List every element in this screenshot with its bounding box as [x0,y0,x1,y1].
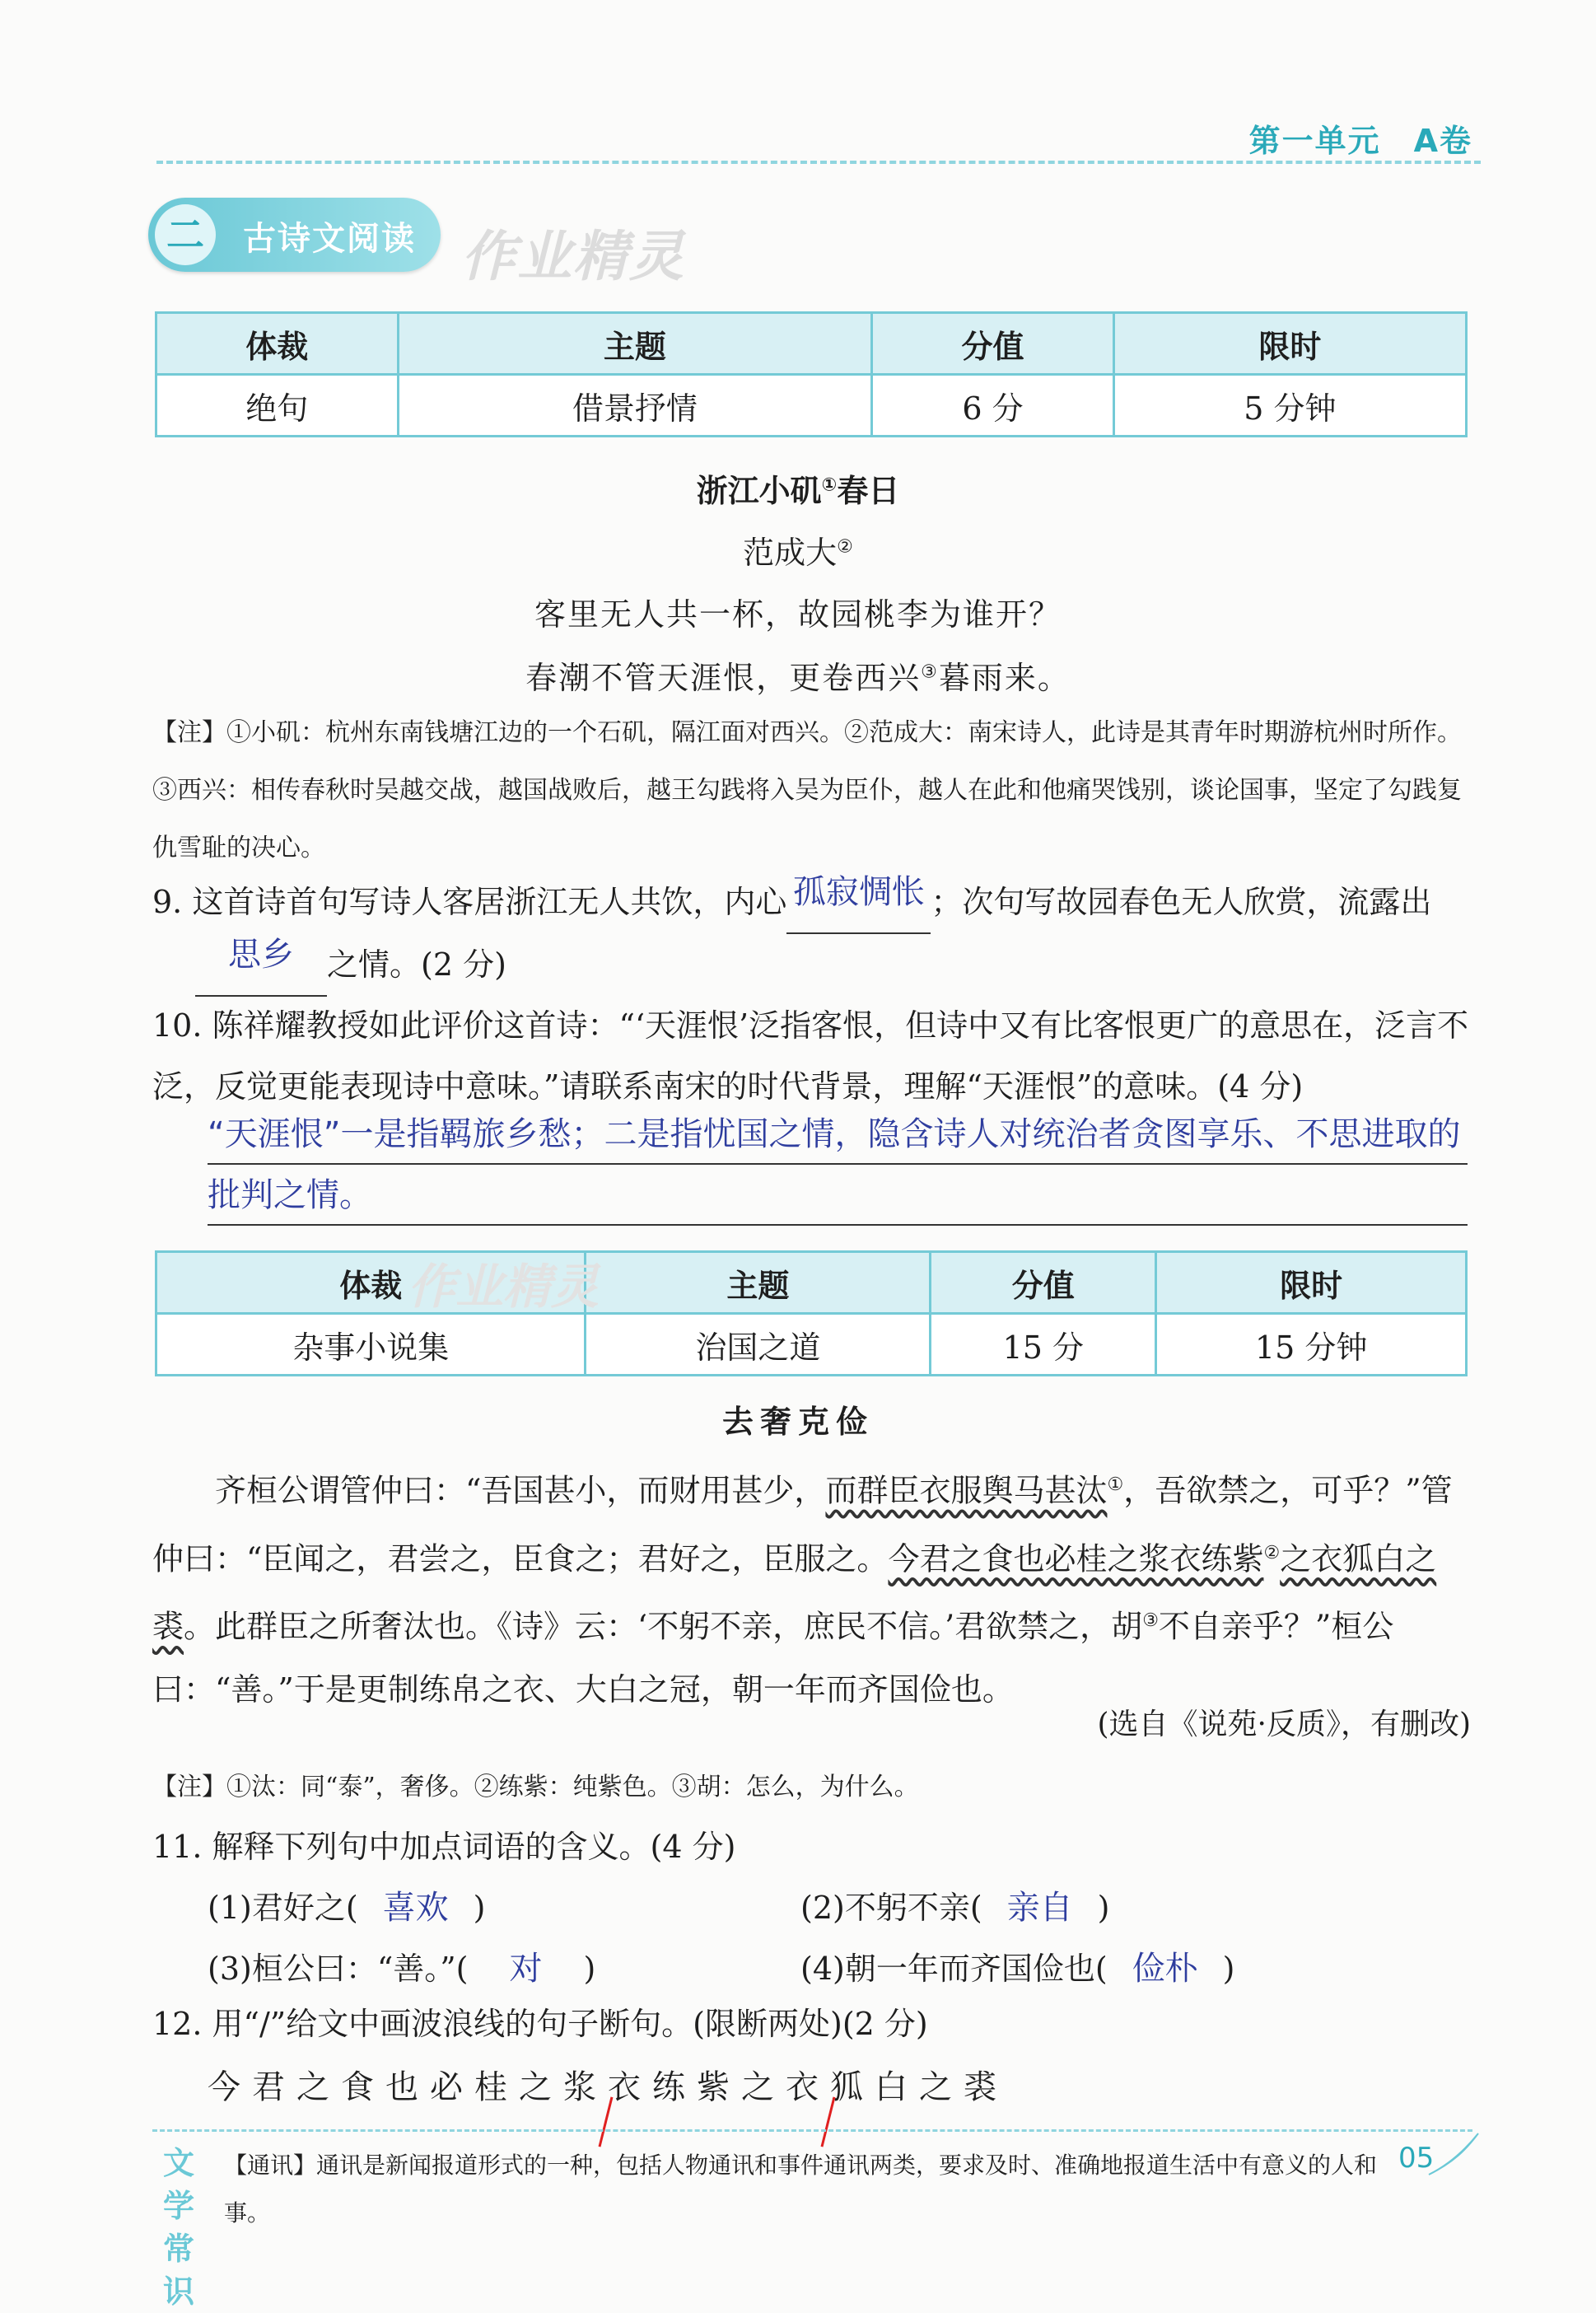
feather-icon [1425,2129,1482,2179]
poem-line: 春潮不管天涯恨，更卷西兴③暮雨来。 [525,660,1071,696]
table-cell: 6 分 [872,375,1114,437]
page-number: 05 [1398,2142,1435,2175]
table-cell: 杂事小说集 [156,1314,586,1376]
table-cell: 15 分 [931,1314,1156,1376]
unit-header-title: 第一单元 A卷 [1248,123,1472,159]
watermark: 作业精灵 [408,1259,600,1315]
section-title: 古诗文阅读 [243,220,416,258]
essay-text: 齐桓公谓管仲曰：“吾国甚小，而财用甚少，而群臣衣服舆马甚汰①，吾欲禁之，可乎？”管仲曰：“臣闻之，君尝之，臣食之；君好之，臣服之。今君之食也必桂之浆衣练紫②之衣狐白之裘。此群臣之所奢汰也。《诗》云：‘不躬不亲，庶民不信。’君欲禁之，胡③不自亲乎？”桓公曰：“善。”于是更制练帛之衣、大白之冠，朝一年而齐国俭也。 [152,1472,1453,1708]
table-header: 分值 [931,1252,1156,1314]
table-header: 限时 [1156,1252,1467,1314]
footer-label: 文学常识 [162,2144,194,2310]
table-header: 限时 [1113,313,1466,375]
section-badge [148,198,441,272]
poem-notes: 【注】①小矶：杭州东南钱塘江边的一个石矶，隔江面对西兴。②范成大：南宋诗人，此诗是其青年时期游杭州时所作。③西兴：相传春秋时吴越交战，越国战败后，越王勾践将入吴为臣仆，越人在此和他痛哭饯别，谈论国事，坚定了勾践复仇雪耻的决心。 [152,718,1462,862]
segmented-sentence: 今君之食也必桂之浆衣练紫之衣狐白之裘 [208,2068,1008,2106]
question-title: 11. 解释下列句中加点词语的含义。(4 分) [152,1829,736,1865]
table-cell: 借景抒情 [398,375,872,437]
table-header: 主题 [586,1252,931,1314]
sub-question: (3)桓公曰：“善。”( 对 ) [208,1950,596,1988]
table-cell: 5 分钟 [1113,375,1466,437]
section-number: 二 [155,204,216,265]
answer-blank: 思乡 [228,936,294,974]
footer-divider [152,2129,1472,2132]
question-10: 10. 陈祥耀教授如此评价这首诗：“‘天涯恨’泛指客恨，但诗中又有比客恨更广的意思在，泛言不泛，反觉更能表现诗中意味。”请联系南宋的时代背景，理解“天涯恨”的意味。(4 分) [152,1007,1469,1105]
table-header: 分值 [872,313,1114,375]
sub-question: (1)君好之( 喜欢 ) [208,1889,486,1927]
table-cell: 15 分钟 [1156,1314,1467,1376]
table-header: 体裁 [156,313,399,375]
table-cell: 治国之道 [586,1314,931,1376]
poem-line: 客里无人共一杯，故园桃李为谁开？ [534,596,1062,633]
answer-line [208,1224,1468,1226]
sub-question: (2)不躬不亲( 亲自 ) [800,1889,1110,1927]
essay-title: 去奢克俭 [721,1404,874,1440]
question-9: 9. 这首诗首句写诗人客居浙江无人共饮，内心 孤寂惆怅 ；次句写故园春色无人欣赏，流露出 思乡 之情。(2 分) [152,871,1470,997]
sub-question: (4)朝一年而齐国俭也( 俭朴 ) [800,1950,1235,1988]
watermark: 作业精灵 [461,225,685,288]
essay-info-table [155,1250,1468,1376]
poem-author: 范成大② [743,535,853,571]
table-cell: 绝句 [156,375,399,437]
header-divider [156,161,1481,164]
footer-text: 【通讯】通讯是新闻报道形式的一种，包括人物通讯和事件通讯两类，要求及时、准确地报道生活中有意义的人和事。 [224,2152,1378,2227]
question-11 [152,1816,1470,1999]
essay-source: (选自《说苑·反质》，有删改) [1097,1708,1471,1741]
essay-notes: 【注】①汰：同“泰”，奢侈。②练紫：纯紫色。③胡：怎么，为什么。 [152,1773,919,1801]
answer-blank: 孤寂惆怅 [792,873,925,911]
poem-info-table [155,311,1468,437]
table-header: 主题 [398,313,872,375]
table-header: 体裁 [156,1252,586,1314]
answer-line [208,1163,1468,1165]
question-12: 12. 用“/”给文中画波浪线的句子断句。(限断两处)(2 分) [152,2006,928,2042]
handwritten-answer: “天涯恨”一是指羁旅乡愁；二是指忧国之情，隐含诗人对统治者贪图享乐、不思进取的批判之情。 [208,1115,1461,1214]
poem-title: 浙江小矶①春日 [696,473,900,509]
